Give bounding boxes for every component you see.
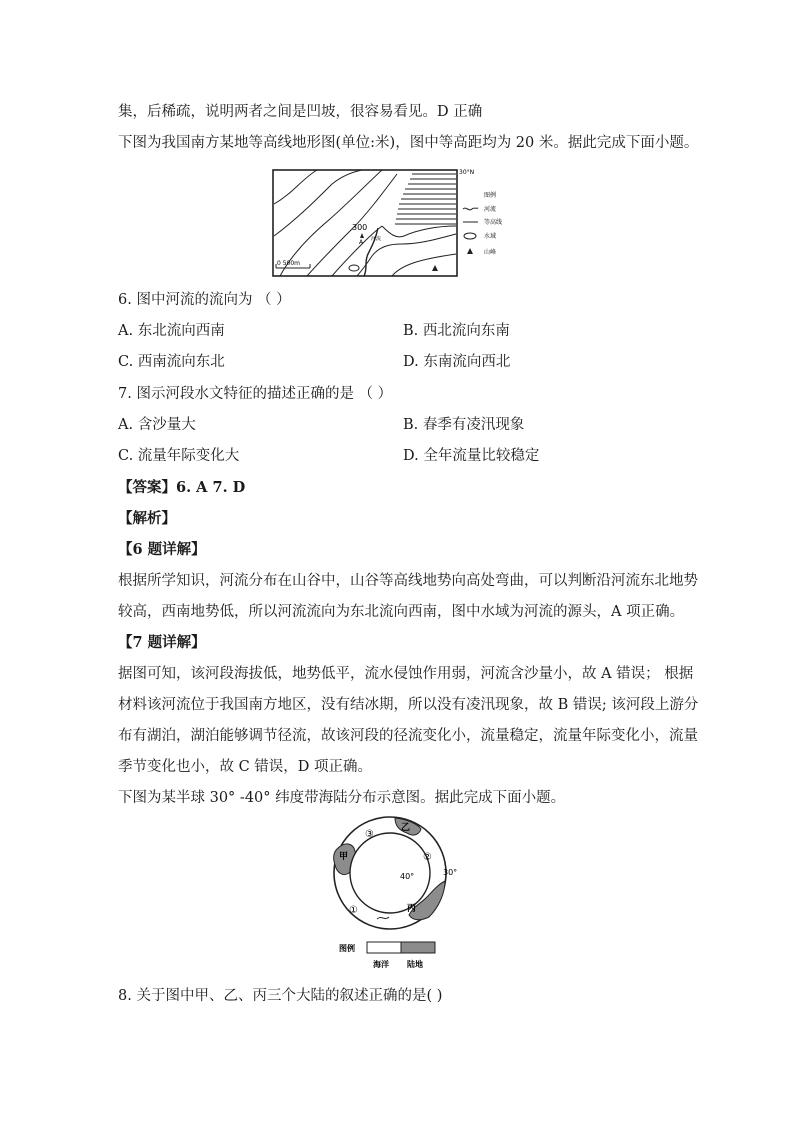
q6-detail-line-2: 较高，西南地势低，所以河流流向为东北流向西南，图中水域为河流的源头，A 项正确。 xyxy=(118,604,685,620)
intro-line-2: 下图为我国南方某地等高线地形图(单位:米)，图中等高距均为 20 米。据此完成下面小题。 xyxy=(118,135,699,151)
label-ocean-1: ① xyxy=(349,905,358,916)
land-sea-figure xyxy=(325,815,475,973)
q7-stem: 7. 图示河段水文特征的描述正确的是 （ ） xyxy=(118,386,393,402)
q7-detail-line-2: 材料该河流位于我国南方地区，没有结冰期，所以没有凌汛现象，故 B 错误; 该河段上游分 xyxy=(118,697,699,713)
q6-option-c[interactable]: C. 西南流向东北 xyxy=(118,354,225,370)
legend-peak: 山峰 xyxy=(484,249,497,256)
q8-stem: 8. 关于图中甲、乙、丙三个大陆的叙述正确的是( ) xyxy=(118,988,443,1004)
answer-line: 【答案】6. A 7. D xyxy=(118,479,246,496)
label-lat-outer: 30° xyxy=(443,868,458,877)
q7-detail-line-3: 布有湖泊，湖泊能够调节径流，故该河段的径流变化小，流量稳定，流量年际变化小，流量 xyxy=(118,728,698,744)
legend-ocean-label: 海洋 xyxy=(373,960,389,969)
q7-detail-line-1: 据图可知，该河段海拔低，地势低平，流水侵蚀作用弱，河流含沙量小，故 A 错误； 根据 xyxy=(118,666,694,682)
q7-option-b[interactable]: B. 春季有凌汛现象 xyxy=(403,417,525,433)
q7-option-d[interactable]: D. 全年流量比较稳定 xyxy=(403,448,540,464)
q6-option-a[interactable]: A. 东北流向西南 xyxy=(118,323,225,339)
q7-option-a[interactable]: A. 含沙量大 xyxy=(118,417,196,433)
legend-water-symbol xyxy=(464,233,476,239)
legend-ocean-swatch xyxy=(367,942,401,953)
q7-option-c[interactable]: C. 流量年际变化大 xyxy=(118,448,240,464)
analysis-title: 【解析】 xyxy=(118,510,176,527)
label-ocean-2: ② xyxy=(423,852,432,863)
label-lat-inner: 40° xyxy=(400,872,415,881)
q6-detail-title: 【6 题详解】 xyxy=(118,541,206,558)
contour-value-label: 300 xyxy=(352,223,368,232)
legend-river-symbol xyxy=(463,208,478,210)
label-bing: 丙 xyxy=(407,904,417,914)
label-ocean-3: ③ xyxy=(365,829,374,840)
fig2-legend-title: 图例 xyxy=(339,944,355,953)
legend-river: 河流 xyxy=(484,206,497,213)
q6-stem: 6. 图中河流的流向为 （ ） xyxy=(118,292,291,308)
intro-line-3: 下图为某半球 30° -40° 纬度带海陆分布示意图。据此完成下面小题。 xyxy=(118,790,566,806)
q6-option-d[interactable]: D. 东南流向西北 xyxy=(403,354,511,370)
river-label: 河流 xyxy=(371,236,382,242)
q6-detail-line-1: 根据所学知识，河流分布在山谷中，山谷等高线地势向高处弯曲，可以判断沿河流东北地势 xyxy=(118,573,698,589)
legend-water: 水域 xyxy=(484,233,497,240)
legend-peak-symbol xyxy=(467,248,473,254)
peak-label: A xyxy=(359,239,364,246)
q7-detail-line-4: 季节变化也小，故 C 错误，D 项正确。 xyxy=(118,759,373,775)
lat-label: 30°N xyxy=(459,169,475,176)
q6-option-b[interactable]: B. 西北流向东南 xyxy=(403,323,510,339)
legend-land-label: 陆地 xyxy=(407,960,423,969)
label-yi: 乙 xyxy=(401,823,411,833)
legend-land-swatch xyxy=(401,942,435,953)
legend-contour: 等高线 xyxy=(484,219,503,226)
scale-label: 0 500m xyxy=(277,260,301,267)
intro-line-1: 集，后稀疏，说明两者之间是凹坡，很容易看见。D 正确 xyxy=(118,104,483,120)
legend-title: 图例 xyxy=(484,192,497,199)
label-jia: 甲 xyxy=(339,852,349,862)
q7-detail-title: 【7 题详解】 xyxy=(118,634,206,651)
contour-map-figure xyxy=(272,164,522,278)
